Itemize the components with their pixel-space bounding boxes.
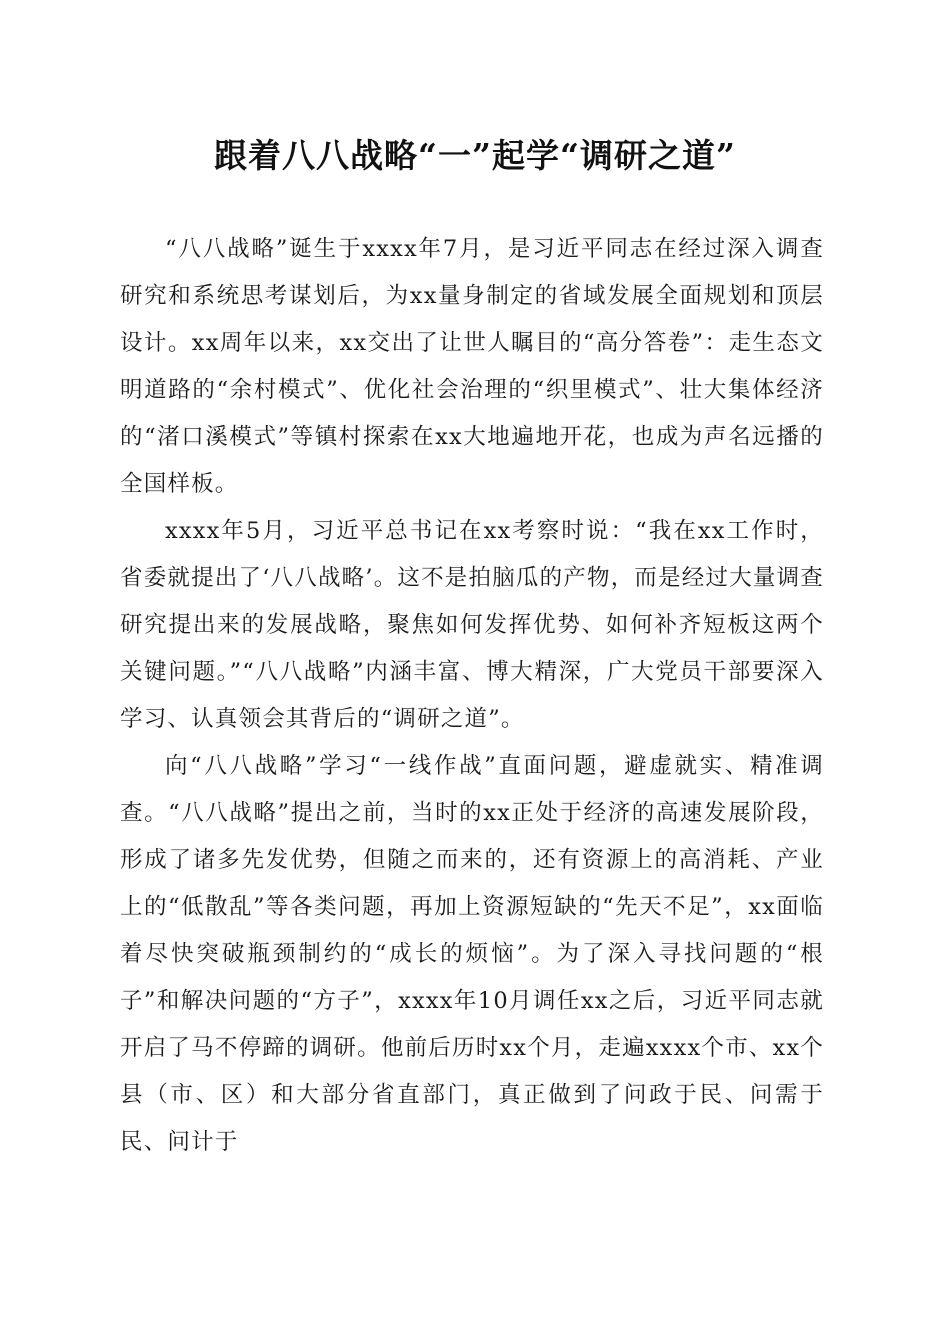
paragraph-3: 向“八八战略”学习“一线作战”直面问题，避虚就实、精准调查。“八八战略”提出之前，当时的xx正处于经济的高速发展阶段，形成了诸多先发优势，但随之而来的，还有资源上的高消耗、产业上的“低散乱”等各类问题，再加上资源短缺的“先天不足”，xx面临着尽快突破瓶颈制约的“成长的烦恼”。为了深入寻找问题的“根子”和解决问题的“方子”，xxxx年10月调任xx之后，习近平同志就开启了马不停蹄的调研。他前后历时xx个月，走遍xxxx个市、xx个县（市、区）和大部分省直部门，真正做到了问政于民、问需于民、问计于	[120, 753, 824, 1155]
paragraph-2: xxxx年5月，习近平总书记在xx考察时说：“我在xx工作时，省委就提出了‘八八战略’。这不是拍脑瓜的产物，而是经过大量调查研究提出来的发展战略，聚焦如何发挥优势、如何补齐短板这两个关键问题。”“八八战略”内涵丰富、博大精深，广大党员干部要深入学习、认真领会其背后的“调研之道”。	[120, 518, 825, 732]
document-body	[120, 226, 824, 1166]
document-title: 跟着八八战略“一”起学“调研之道”	[214, 136, 736, 175]
paragraph-1: “八八战略”诞生于xxxx年7月，是习近平同志在经过深入调查研究和系统思考谋划后，为xx量身制定的省域发展全面规划和顶层设计。xx周年以来，xx交出了让世人瞩目的“高分答卷”：走生态文明道路的“余村模式”、优化社会治理的“织里模式”、壮大集体经济的“渚口溪模式”等镇村探索在xx大地遍地开花，也成为声名远播的全国样板。	[120, 236, 824, 497]
